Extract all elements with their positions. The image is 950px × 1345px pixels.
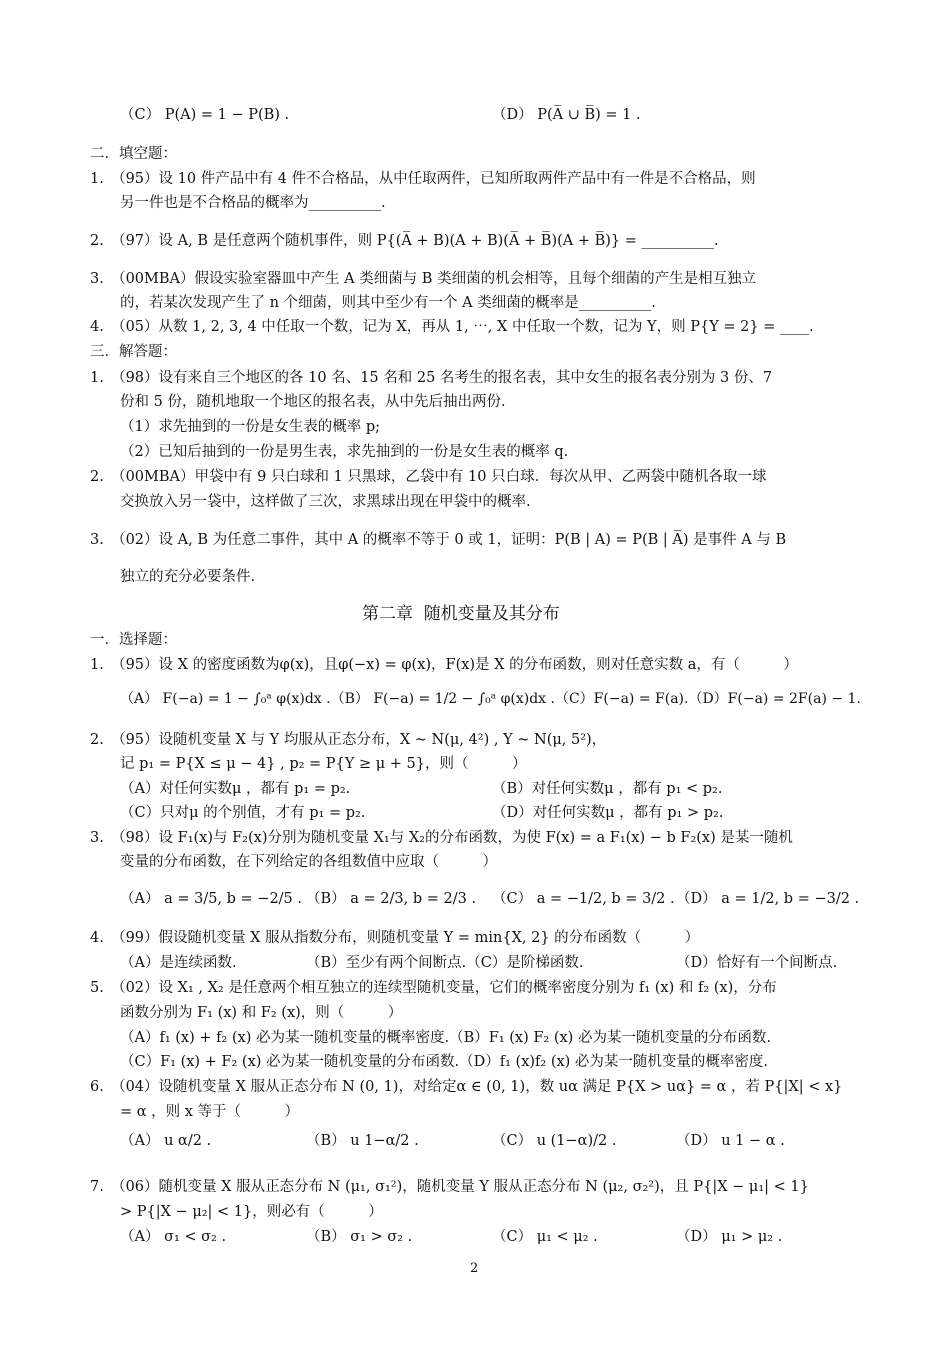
option-c: （C）只对μ 的个别值，才有 p₁ = p₂. — [120, 805, 366, 821]
question-text: 2. （97）设 A, B 是任意两个随机事件，则 P{(A̅ + B)(A + B)(A̅ + B̅)(A + B̅)} = __________. — [90, 233, 719, 249]
question-text: 4. （99）假设随机变量 X 服从指数分布，则随机变量 Y = min{X, 2} 的分布函数（ ） — [90, 930, 700, 946]
question-text: 3. （00MBA）假设实验室器皿中产生 A 类细菌与 B 类细菌的机会相等，且每个细菌的产生是相互独立 — [90, 271, 757, 287]
option-b: （B）对任何实数μ ，都有 p₁ < p₂. — [492, 781, 723, 797]
question-text: 6. （04）设随机变量 X 服从正态分布 N (0, 1)，对给定α ∈ (0, 1)，数 uα 满足 P{X > uα} = α ，若 P{|X| < x} — [90, 1079, 843, 1095]
option-c: （C） u (1−α)/2 . — [492, 1133, 617, 1149]
option-a: （A） a = 3/5, b = −2/5 . — [120, 891, 303, 907]
section-heading-solve: 三．解答题： — [90, 344, 177, 360]
question-text: （2）已知后抽到的一份是男生表，求先抽到的一份是女生表的概率 q. — [120, 444, 569, 460]
option-d-top: （D） P(A̅ ∪ B̅) = 1 . — [492, 107, 641, 123]
option-d: （D） u 1 − α . — [676, 1133, 785, 1149]
option-ab: （A）f₁ (x) + f₂ (x) 必为某一随机变量的概率密度.（B）F₁ (x) F₂ (x) 必为某一随机变量的分布函数. — [120, 1030, 772, 1046]
option-c: （C） a = −1/2, b = 3/2 . — [492, 891, 675, 907]
section-heading-choice: 一．选择题： — [90, 632, 177, 648]
option-b: （B） u 1−α/2 . — [306, 1133, 419, 1149]
question-text: 2. （95）设随机变量 X 与 Y 均服从正态分布，X ~ N(μ, 4²) , Y ~ N(μ, 5²)， — [90, 732, 607, 748]
question-text: 记 p₁ = P{X ≤ μ − 4} , p₂ = P{Y ≥ μ + 5}，则（ ） — [120, 756, 527, 772]
option-d: （D） a = 1/2, b = −3/2 . — [676, 891, 860, 907]
question-text: 的，若某次发现产生了 n 个细菌，则其中至少有一个 A 类细菌的概率是__________. — [120, 295, 656, 311]
question-text: 另一件也是不合格品的概率为__________. — [120, 195, 386, 211]
option-d: （D）恰好有一个间断点. — [676, 955, 838, 971]
option-d: （D） μ₁ > μ₂ . — [676, 1229, 783, 1245]
question-text: 份和 5 份，随机地取一个地区的报名表，从中先后抽出两份. — [120, 394, 506, 410]
option-cd: （C）F₁ (x) + F₂ (x) 必为某一随机变量的分布函数.（D）f₁ (x)f₂ (x) 必为某一随机变量的概率密度. — [120, 1054, 769, 1070]
question-text: 3. （02）设 A, B 为任意二事件，其中 A 的概率不等于 0 或 1，证明：P(B | A) = P(B | A̅) 是事件 A 与 B — [90, 532, 787, 548]
question-text: （1）求先抽到的一份是女生表的概率 p; — [120, 419, 381, 435]
question-text: 变量的分布函数，在下列给定的各组数值中应取（ ） — [120, 854, 497, 870]
option-d: （D）对任何实数μ ，都有 p₁ > p₂. — [492, 805, 724, 821]
question-text: > P{|X − μ₂| < 1}，则必有（ ） — [120, 1204, 383, 1220]
option-a: （A）是连续函数. — [120, 955, 237, 971]
question-text: 5. （02）设 X₁ , X₂ 是任意两个相互独立的连续型随机变量，它们的概率密度分别为 f₁ (x) 和 f₂ (x)，分布 — [90, 980, 777, 996]
question-options: （A） F(−a) = 1 − ∫₀ᵃ φ(x)dx .（B） F(−a) = 1/2 − ∫₀ᵃ φ(x)dx .（C）F(−a) = F(a).（D）F(−a) = 2F(a) − 1. — [120, 691, 861, 707]
option-a: （A）对任何实数μ ，都有 p₁ = p₂. — [120, 781, 351, 797]
option-c: （C） μ₁ < μ₂ . — [492, 1229, 598, 1245]
question-text: = α ，则 x 等于（ ） — [120, 1104, 300, 1120]
page-number: 2 — [470, 1261, 479, 1276]
question-text: 1. （98）设有来自三个地区的各 10 名、15 名和 25 名考生的报名表，其中女生的报名表分别为 3 份、7 — [90, 370, 773, 386]
question-text: 4. （05）从数 1, 2, 3, 4 中任取一个数，记为 X，再从 1, ⋯, X 中任取一个数，记为 Y，则 P{Y = 2} = ____. — [90, 319, 814, 335]
section-heading-fill-blank: 二．填空题： — [90, 146, 177, 162]
question-text: 1. （95）设 10 件产品中有 4 件不合格品，从中任取两件，已知所取两件产品中有一件是不合格品，则 — [90, 171, 756, 187]
question-text: 7. （06）随机变量 X 服从正态分布 N (μ₁, σ₁²)，随机变量 Y 服从正态分布 N (μ₂, σ₂²)，且 P{|X − μ₁| < 1} — [90, 1179, 809, 1195]
option-bc: （B）至少有两个间断点.（C）是阶梯函数. — [306, 955, 584, 971]
question-text: 2. （00MBA）甲袋中有 9 只白球和 1 只黑球，乙袋中有 10 只白球．每次从甲、乙两袋中随机各取一球 — [90, 469, 767, 485]
question-text: 独立的充分必要条件. — [120, 569, 256, 585]
option-a: （A） u α/2 . — [120, 1133, 212, 1149]
option-b: （B） σ₁ > σ₂ . — [306, 1229, 413, 1245]
option-b: （B） a = 2/3, b = 2/3 . — [306, 891, 477, 907]
question-text: 1. （95）设 X 的密度函数为φ(x)，且φ(−x) = φ(x)，F(x)是 X 的分布函数，则对任意实数 a，有（ ） — [90, 657, 798, 673]
question-text: 3. （98）设 F₁(x)与 F₂(x)分别为随机变量 X₁与 X₂的分布函数，为使 F(x) = a F₁(x) − b F₂(x) 是某一随机 — [90, 830, 793, 846]
question-text: 函数分别为 F₁ (x) 和 F₂ (x)，则（ ） — [120, 1005, 403, 1021]
chapter-title: 第二章 随机变量及其分布 — [362, 604, 560, 624]
option-a: （A） σ₁ < σ₂ . — [120, 1229, 227, 1245]
question-text: 交换放入另一袋中，这样做了三次，求黑球出现在甲袋中的概率. — [120, 494, 531, 510]
option-c-top: （C） P(A) = 1 − P(B) . — [120, 107, 290, 123]
